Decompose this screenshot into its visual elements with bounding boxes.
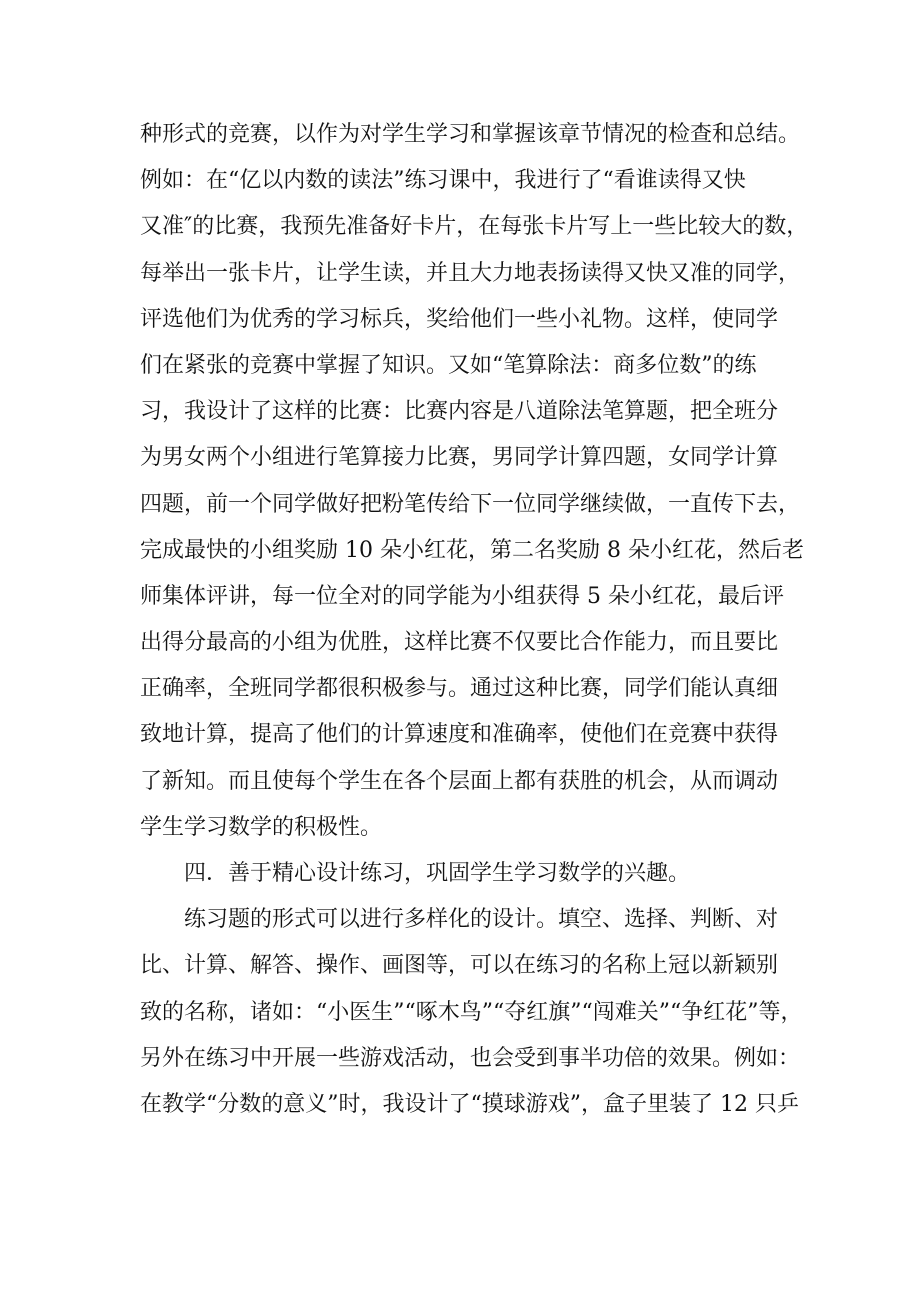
section-heading: 四．善于精心设计练习，巩固学生学习数学的兴趣。: [184, 861, 691, 886]
text-line: 每举出一张卡片，让学生读，并且大力地表扬读得又快又准的同学，: [140, 260, 801, 286]
text-line: 比、计算、解答、操作、画图等，可以在练习的名称上冠以新颖别: [140, 953, 779, 979]
text-line: 练习题的形式可以进行多样化的设计。填空、选择、判断、对: [184, 907, 779, 933]
text-line: 另外在练习中开展一些游戏活动，也会受到事半功倍的效果。例如：: [140, 1045, 801, 1071]
text-line: 完成最快的小组奖励 10 朵小红花，第二名奖励 8 朵小红花，然后老: [140, 537, 804, 563]
text-line: 正确率，全班同学都很积极参与。通过这种比赛，同学们能认真细: [140, 676, 779, 702]
document-body: [140, 112, 809, 1128]
text-line: 又准″的比赛，我预先准备好卡片，在每张卡片写上一些比较大的数，: [140, 214, 809, 240]
text-line: 师集体评讲，每一位全对的同学能为小组获得 5 朵小红花，最后评: [140, 583, 784, 609]
text-line: 为男女两个小组进行笔算接力比赛，男同学计算四题，女同学计算: [140, 445, 779, 471]
text-line: 致的名称，诸如：“小医生”“啄木鸟”“夺红旗”“闯难关”“争红花”等，: [140, 999, 803, 1025]
text-line: 在教学“分数的意义”时，我设计了“摸球游戏”，盒子里装了 12 只乒: [140, 1091, 799, 1117]
text-line: 们在紧张的竞赛中掌握了知识。又如“笔算除法：商多位数”的练: [140, 352, 757, 378]
text-line: 习，我设计了这样的比赛：比赛内容是八道除法笔算题，把全班分: [140, 399, 779, 425]
text-line: 例如：在“亿以内数的读法”练习课中，我进行了“看谁读得又快: [140, 168, 746, 194]
text-line: 学生学习数学的积极性。: [140, 814, 383, 840]
text-line: 致地计算，提高了他们的计算速度和准确率，使他们在竞赛中获得: [140, 722, 779, 748]
text-line: 四题，前一个同学做好把粉笔传给下一位同学继续做，一直传下去，: [140, 491, 801, 517]
text-line: 评选他们为优秀的学习标兵，奖给他们一些小礼物。这样，使同学: [140, 306, 779, 332]
text-line: 了新知。而且使每个学生在各个层面上都有获胜的机会，从而调动: [140, 768, 779, 794]
text-line: 出得分最高的小组为优胜，这样比赛不仅要比合作能力，而且要比: [140, 630, 779, 656]
text-line: 种形式的竞赛，以作为对学生学习和掌握该章节情况的检查和总结。: [140, 122, 801, 147]
